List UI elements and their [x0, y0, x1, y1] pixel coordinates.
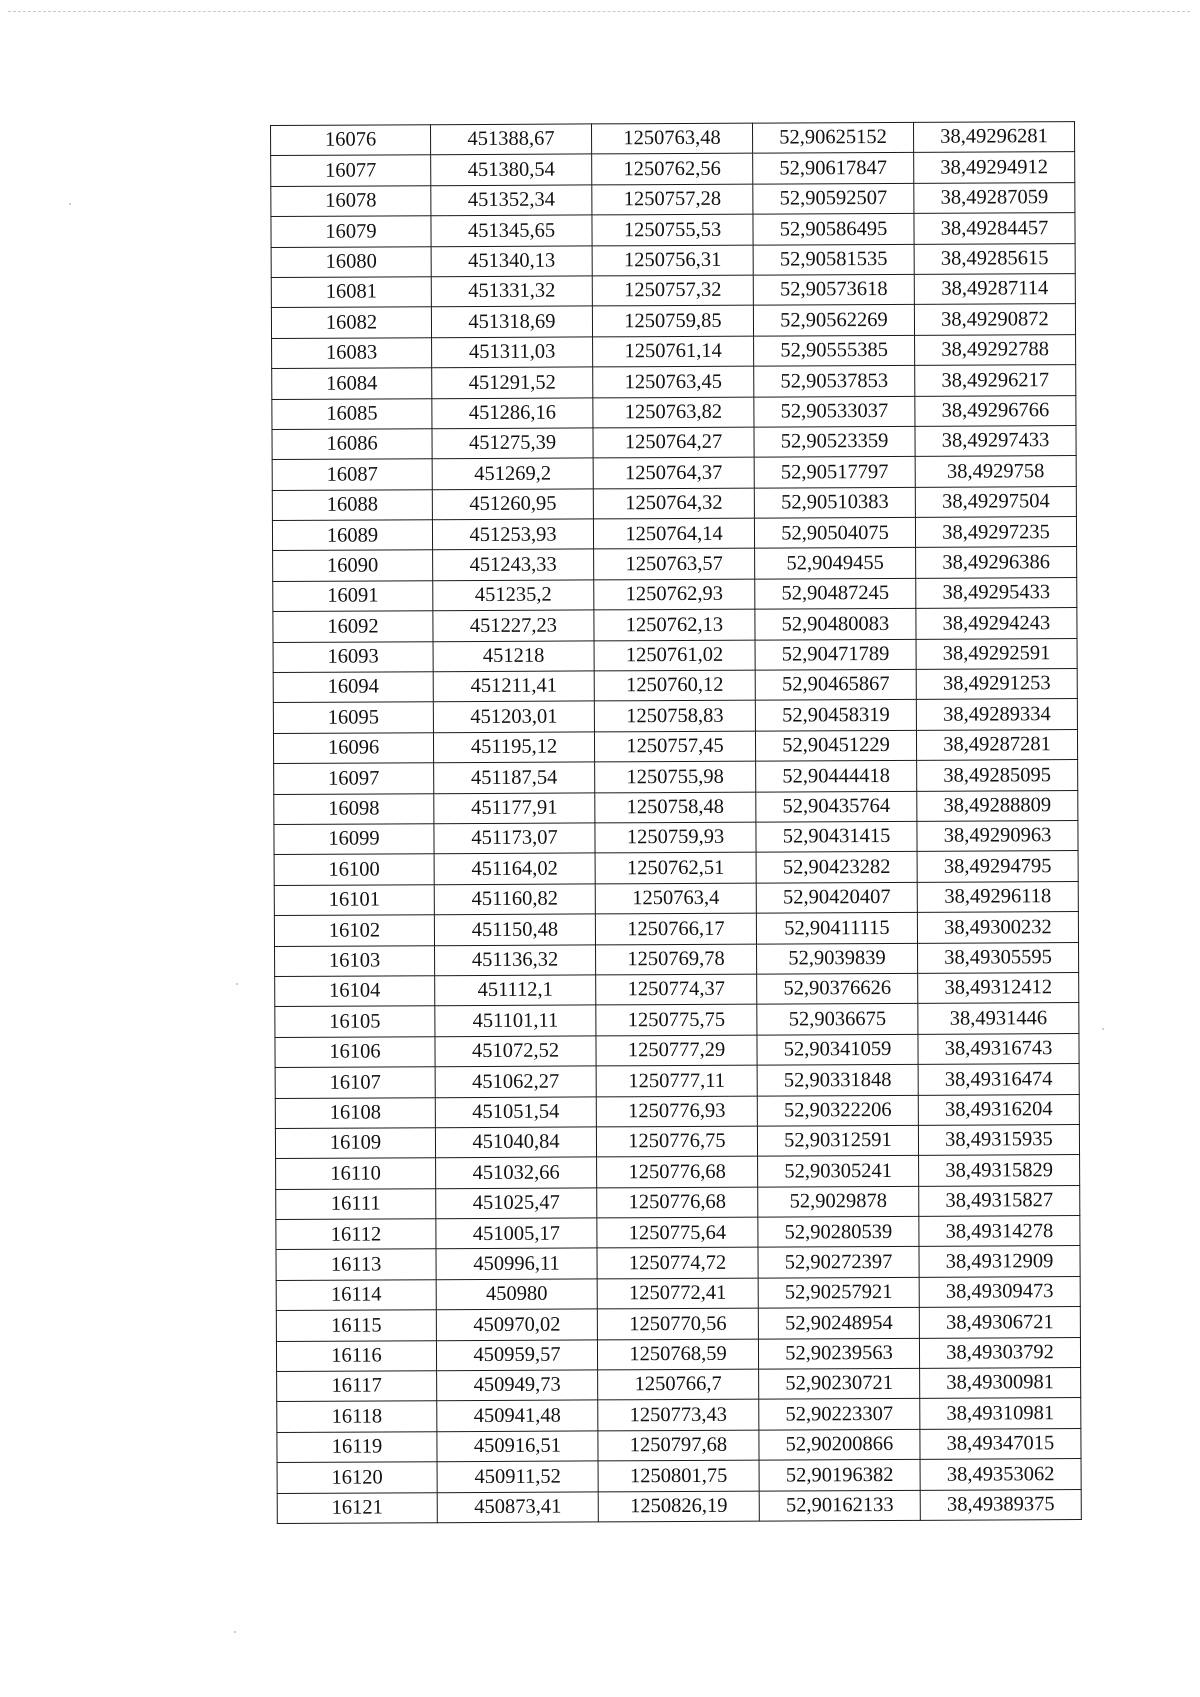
point-number-cell: 16093 — [273, 641, 433, 672]
coordinates-table — [270, 121, 1082, 1524]
scan-speck — [1102, 1028, 1104, 1030]
latitude-cell: 52,90257921 — [758, 1277, 919, 1308]
point-number-cell: 16091 — [273, 581, 433, 612]
table-row — [273, 608, 1077, 642]
longitude-cell: 38,49295433 — [916, 577, 1077, 608]
table-row — [272, 456, 1076, 490]
y-coordinate-cell: 1250762,51 — [595, 853, 756, 884]
table-row — [271, 274, 1075, 308]
x-coordinate-cell: 451243,33 — [433, 549, 594, 580]
x-coordinate-cell: 451260,95 — [432, 489, 593, 520]
point-number-cell: 16102 — [274, 915, 434, 946]
longitude-cell: 38,49288809 — [917, 790, 1078, 821]
longitude-cell: 38,49347015 — [920, 1428, 1081, 1459]
latitude-cell: 52,90471789 — [755, 639, 916, 670]
latitude-cell: 52,90517797 — [754, 457, 915, 488]
longitude-cell: 38,49296217 — [915, 365, 1076, 396]
latitude-cell: 52,90305241 — [758, 1156, 919, 1187]
point-number-cell: 16119 — [277, 1431, 437, 1462]
latitude-cell: 52,90162133 — [759, 1490, 920, 1521]
x-coordinate-cell: 451072,52 — [435, 1036, 596, 1067]
point-number-cell: 16107 — [275, 1067, 435, 1098]
latitude-cell: 52,90411115 — [756, 913, 917, 944]
point-number-cell: 16110 — [276, 1158, 436, 1189]
latitude-cell: 52,90480083 — [755, 609, 916, 640]
point-number-cell: 16083 — [272, 337, 432, 368]
latitude-cell: 52,90458319 — [755, 700, 916, 731]
y-coordinate-cell: 1250757,32 — [592, 275, 753, 306]
table-row — [272, 334, 1076, 368]
table-row — [273, 577, 1077, 611]
longitude-cell: 38,49312412 — [918, 972, 1079, 1003]
x-coordinate-cell: 451187,54 — [434, 762, 595, 793]
y-coordinate-cell: 1250826,19 — [598, 1491, 759, 1522]
x-coordinate-cell: 451318,69 — [431, 306, 592, 337]
y-coordinate-cell: 1250776,68 — [597, 1187, 758, 1218]
longitude-cell: 38,49294243 — [916, 608, 1077, 639]
point-number-cell: 16100 — [274, 854, 434, 885]
table-row — [275, 942, 1079, 976]
longitude-cell: 38,49294912 — [914, 152, 1075, 183]
table-row — [273, 669, 1077, 703]
point-number-cell: 16113 — [276, 1249, 436, 1280]
table-row — [276, 1216, 1080, 1250]
longitude-cell: 38,49284457 — [914, 213, 1075, 244]
longitude-cell: 38,49300981 — [920, 1368, 1081, 1399]
longitude-cell: 38,49296386 — [916, 547, 1077, 578]
longitude-cell: 38,49292591 — [916, 638, 1077, 669]
longitude-cell: 38,49312909 — [919, 1246, 1080, 1277]
y-coordinate-cell: 1250762,13 — [594, 609, 755, 640]
x-coordinate-cell: 451331,32 — [431, 276, 592, 307]
longitude-cell: 38,49294795 — [917, 851, 1078, 882]
y-coordinate-cell: 1250775,64 — [597, 1217, 758, 1248]
longitude-cell: 38,49297504 — [915, 486, 1076, 517]
latitude-cell: 52,90586495 — [753, 214, 914, 245]
longitude-cell: 38,49305595 — [918, 942, 1079, 973]
point-number-cell: 16085 — [272, 398, 432, 429]
x-coordinate-cell: 451218 — [433, 641, 594, 672]
x-coordinate-cell: 451203,01 — [433, 701, 594, 732]
point-number-cell: 16089 — [272, 520, 432, 551]
latitude-cell: 52,90341059 — [757, 1034, 918, 1065]
longitude-cell: 38,49309473 — [919, 1276, 1080, 1307]
y-coordinate-cell: 1250764,14 — [593, 518, 754, 549]
x-coordinate-cell: 451005,17 — [436, 1218, 597, 1249]
table-row — [275, 1064, 1079, 1098]
x-coordinate-cell: 451275,39 — [432, 428, 593, 459]
y-coordinate-cell: 1250776,75 — [596, 1126, 757, 1157]
latitude-cell: 52,90200866 — [759, 1429, 920, 1460]
table-row — [271, 304, 1075, 338]
table-row — [274, 760, 1078, 794]
x-coordinate-cell: 451235,2 — [433, 580, 594, 611]
y-coordinate-cell: 1250774,37 — [596, 974, 757, 1005]
point-number-cell: 16098 — [274, 793, 434, 824]
scan-speck — [234, 1631, 236, 1633]
point-number-cell: 16112 — [276, 1219, 436, 1250]
latitude-cell: 52,90625152 — [752, 122, 913, 153]
y-coordinate-cell: 1250763,45 — [593, 366, 754, 397]
x-coordinate-cell: 451388,67 — [431, 124, 592, 155]
table-row — [271, 243, 1075, 277]
point-number-cell: 16090 — [273, 550, 433, 581]
x-coordinate-cell: 451286,16 — [432, 397, 593, 428]
y-coordinate-cell: 1250797,68 — [598, 1430, 759, 1461]
table-row — [275, 1124, 1079, 1158]
y-coordinate-cell: 1250769,78 — [596, 944, 757, 975]
point-number-cell: 16117 — [277, 1371, 437, 1402]
point-number-cell: 16088 — [272, 489, 432, 520]
point-number-cell: 16115 — [276, 1310, 436, 1341]
table-row — [272, 517, 1076, 551]
x-coordinate-cell: 450911,52 — [437, 1461, 598, 1492]
longitude-cell: 38,49314278 — [919, 1216, 1080, 1247]
x-coordinate-cell: 451227,23 — [433, 610, 594, 641]
x-coordinate-cell: 450996,11 — [436, 1248, 597, 1279]
y-coordinate-cell: 1250763,57 — [594, 549, 755, 580]
latitude-cell: 52,90376626 — [757, 973, 918, 1004]
point-number-cell: 16094 — [273, 672, 433, 703]
x-coordinate-cell: 451195,12 — [433, 732, 594, 763]
table-row — [271, 152, 1075, 186]
latitude-cell: 52,90562269 — [753, 305, 914, 336]
longitude-cell: 38,49315827 — [919, 1185, 1080, 1216]
longitude-cell: 38,49285615 — [914, 243, 1075, 274]
point-number-cell: 16116 — [276, 1340, 436, 1371]
point-number-cell: 16077 — [271, 155, 431, 186]
x-coordinate-cell: 451136,32 — [435, 944, 596, 975]
x-coordinate-cell: 451062,27 — [435, 1066, 596, 1097]
latitude-cell: 52,90230721 — [759, 1368, 920, 1399]
latitude-cell: 52,90533037 — [754, 396, 915, 427]
table-row — [277, 1459, 1081, 1493]
y-coordinate-cell: 1250755,53 — [592, 214, 753, 245]
x-coordinate-cell: 450949,73 — [437, 1370, 598, 1401]
y-coordinate-cell: 1250764,27 — [593, 427, 754, 458]
x-coordinate-cell: 451380,54 — [431, 154, 592, 185]
table-row — [276, 1246, 1080, 1280]
point-number-cell: 16081 — [271, 277, 431, 308]
longitude-cell: 38,49292788 — [915, 334, 1076, 365]
latitude-cell: 52,9049455 — [755, 548, 916, 579]
longitude-cell: 38,49315935 — [918, 1124, 1079, 1155]
longitude-cell: 38,49297235 — [915, 517, 1076, 548]
latitude-cell: 52,90223307 — [759, 1399, 920, 1430]
y-coordinate-cell: 1250755,98 — [595, 761, 756, 792]
latitude-cell: 52,90465867 — [755, 669, 916, 700]
y-coordinate-cell: 1250757,28 — [592, 184, 753, 215]
longitude-cell: 38,49389375 — [920, 1489, 1081, 1520]
latitude-cell: 52,90331848 — [757, 1064, 918, 1095]
longitude-cell: 38,49297433 — [915, 425, 1076, 456]
y-coordinate-cell: 1250772,41 — [597, 1278, 758, 1309]
x-coordinate-cell: 451112,1 — [435, 975, 596, 1006]
longitude-cell: 38,4931446 — [918, 1003, 1079, 1034]
point-number-cell: 16104 — [275, 976, 435, 1007]
table-row — [275, 1033, 1079, 1067]
point-number-cell: 16087 — [272, 459, 432, 490]
longitude-cell: 38,49315829 — [919, 1155, 1080, 1186]
x-coordinate-cell: 451032,66 — [436, 1157, 597, 1188]
point-number-cell: 16086 — [272, 429, 432, 460]
y-coordinate-cell: 1250760,12 — [594, 670, 755, 701]
y-coordinate-cell: 1250777,29 — [596, 1035, 757, 1066]
table-row — [273, 638, 1077, 672]
longitude-cell: 38,49296118 — [917, 881, 1078, 912]
y-coordinate-cell: 1250777,11 — [596, 1065, 757, 1096]
point-number-cell: 16108 — [275, 1097, 435, 1128]
latitude-cell: 52,90196382 — [759, 1460, 920, 1491]
latitude-cell: 52,90523359 — [754, 426, 915, 457]
point-number-cell: 16118 — [277, 1401, 437, 1432]
latitude-cell: 52,90435764 — [756, 791, 917, 822]
y-coordinate-cell: 1250774,72 — [597, 1248, 758, 1279]
latitude-cell: 52,90248954 — [758, 1308, 919, 1339]
longitude-cell: 38,49310981 — [920, 1398, 1081, 1429]
table-row — [272, 395, 1076, 429]
table-row — [276, 1337, 1080, 1371]
y-coordinate-cell: 1250757,45 — [594, 731, 755, 762]
x-coordinate-cell: 451253,93 — [432, 519, 593, 550]
y-coordinate-cell: 1250776,93 — [596, 1096, 757, 1127]
point-number-cell: 16082 — [271, 307, 431, 338]
table-row — [277, 1428, 1081, 1462]
x-coordinate-cell: 450970,02 — [436, 1309, 597, 1340]
latitude-cell: 52,9036675 — [757, 1004, 918, 1035]
latitude-cell: 52,90592507 — [753, 183, 914, 214]
point-number-cell: 16076 — [271, 125, 431, 156]
longitude-cell: 38,49289334 — [916, 699, 1077, 730]
x-coordinate-cell: 450980 — [436, 1279, 597, 1310]
x-coordinate-cell: 451101,11 — [435, 1005, 596, 1036]
point-number-cell: 16105 — [275, 1006, 435, 1037]
latitude-cell: 52,9029878 — [758, 1186, 919, 1217]
y-coordinate-cell: 1250764,37 — [593, 457, 754, 488]
point-number-cell: 16109 — [275, 1128, 435, 1159]
table-row — [271, 182, 1075, 216]
x-coordinate-cell: 450959,57 — [436, 1340, 597, 1371]
x-coordinate-cell: 450941,48 — [437, 1400, 598, 1431]
x-coordinate-cell: 451150,48 — [434, 914, 595, 945]
point-number-cell: 16111 — [276, 1188, 436, 1219]
scan-edge-line — [8, 11, 1190, 12]
x-coordinate-cell: 450873,41 — [437, 1491, 598, 1522]
table-row — [277, 1489, 1081, 1523]
table-row — [272, 425, 1076, 459]
y-coordinate-cell: 1250759,85 — [592, 305, 753, 336]
point-number-cell: 16106 — [275, 1036, 435, 1067]
y-coordinate-cell: 1250758,48 — [595, 792, 756, 823]
y-coordinate-cell: 1250770,56 — [597, 1308, 758, 1339]
y-coordinate-cell: 1250763,4 — [595, 883, 756, 914]
latitude-cell: 52,90423282 — [756, 852, 917, 883]
latitude-cell: 52,90239563 — [758, 1338, 919, 1369]
y-coordinate-cell: 1250762,56 — [592, 154, 753, 185]
scan-speck — [69, 203, 71, 205]
latitude-cell: 52,90420407 — [756, 882, 917, 913]
table-row — [271, 213, 1075, 247]
y-coordinate-cell: 1250758,83 — [594, 701, 755, 732]
longitude-cell: 38,49287281 — [916, 729, 1077, 760]
table-row — [275, 1094, 1079, 1128]
x-coordinate-cell: 451211,41 — [433, 671, 594, 702]
latitude-cell: 52,90487245 — [755, 578, 916, 609]
table-row — [272, 365, 1076, 399]
point-number-cell: 16078 — [271, 185, 431, 216]
table-row — [273, 547, 1077, 581]
point-number-cell: 16099 — [274, 824, 434, 855]
y-coordinate-cell: 1250763,48 — [591, 123, 752, 154]
y-coordinate-cell: 1250763,82 — [593, 397, 754, 428]
x-coordinate-cell: 451340,13 — [431, 245, 592, 276]
y-coordinate-cell: 1250761,14 — [593, 336, 754, 367]
x-coordinate-cell: 451164,02 — [434, 853, 595, 884]
longitude-cell: 38,49287059 — [914, 182, 1075, 213]
table-row — [276, 1307, 1080, 1341]
longitude-cell: 38,4929758 — [915, 456, 1076, 487]
x-coordinate-cell: 451025,47 — [436, 1188, 597, 1219]
latitude-cell: 52,90444418 — [756, 761, 917, 792]
x-coordinate-cell: 451291,52 — [432, 367, 593, 398]
point-number-cell: 16079 — [271, 216, 431, 247]
y-coordinate-cell: 1250761,02 — [594, 640, 755, 671]
y-coordinate-cell: 1250766,17 — [595, 913, 756, 944]
longitude-cell: 38,49306721 — [919, 1307, 1080, 1338]
point-number-cell: 16121 — [277, 1492, 437, 1523]
x-coordinate-cell: 451173,07 — [434, 823, 595, 854]
latitude-cell: 52,90312591 — [757, 1125, 918, 1156]
x-coordinate-cell: 451160,82 — [434, 884, 595, 915]
latitude-cell: 52,90322206 — [757, 1095, 918, 1126]
y-coordinate-cell: 1250764,32 — [593, 488, 754, 519]
latitude-cell: 52,90431415 — [756, 821, 917, 852]
longitude-cell: 38,49285095 — [917, 760, 1078, 791]
point-number-cell: 16096 — [273, 733, 433, 764]
table-row — [273, 699, 1077, 733]
latitude-cell: 52,90581535 — [753, 244, 914, 275]
latitude-cell: 52,90573618 — [753, 274, 914, 305]
longitude-cell: 38,49303792 — [919, 1337, 1080, 1368]
y-coordinate-cell: 1250776,68 — [597, 1156, 758, 1187]
table-row — [277, 1368, 1081, 1402]
latitude-cell: 52,90510383 — [754, 487, 915, 518]
point-number-cell: 16097 — [274, 763, 434, 794]
y-coordinate-cell: 1250762,93 — [594, 579, 755, 610]
table-row — [274, 912, 1078, 946]
table-row — [275, 1003, 1079, 1037]
scan-speck — [236, 983, 238, 985]
latitude-cell: 52,90504075 — [754, 517, 915, 548]
table-row — [274, 821, 1078, 855]
longitude-cell: 38,49296766 — [915, 395, 1076, 426]
x-coordinate-cell: 451051,54 — [435, 1096, 596, 1127]
table-row — [275, 972, 1079, 1006]
y-coordinate-cell: 1250773,43 — [598, 1400, 759, 1431]
table-row — [274, 851, 1078, 885]
latitude-cell: 52,90617847 — [753, 153, 914, 184]
x-coordinate-cell: 451311,03 — [432, 337, 593, 368]
x-coordinate-cell: 450916,51 — [437, 1431, 598, 1462]
y-coordinate-cell: 1250759,93 — [595, 822, 756, 853]
x-coordinate-cell: 451352,34 — [431, 185, 592, 216]
point-number-cell: 16080 — [271, 246, 431, 277]
latitude-cell: 52,90537853 — [754, 365, 915, 396]
latitude-cell: 52,90555385 — [754, 335, 915, 366]
y-coordinate-cell: 1250775,75 — [596, 1004, 757, 1035]
longitude-cell: 38,49290872 — [914, 304, 1075, 335]
x-coordinate-cell: 451177,91 — [434, 793, 595, 824]
point-number-cell: 16103 — [275, 945, 435, 976]
y-coordinate-cell: 1250801,75 — [598, 1460, 759, 1491]
longitude-cell: 38,49296281 — [913, 122, 1074, 153]
latitude-cell: 52,90280539 — [758, 1216, 919, 1247]
latitude-cell: 52,9039839 — [757, 943, 918, 974]
table-row — [272, 486, 1076, 520]
longitude-cell: 38,49287114 — [914, 274, 1075, 305]
point-number-cell: 16092 — [273, 611, 433, 642]
table-row — [276, 1276, 1080, 1310]
table-row — [271, 122, 1075, 156]
table-row — [273, 729, 1077, 763]
point-number-cell: 16095 — [273, 702, 433, 733]
x-coordinate-cell: 451345,65 — [431, 215, 592, 246]
point-number-cell: 16114 — [276, 1280, 436, 1311]
x-coordinate-cell: 451040,84 — [435, 1127, 596, 1158]
y-coordinate-cell: 1250766,7 — [598, 1369, 759, 1400]
table-row — [274, 790, 1078, 824]
longitude-cell: 38,49316743 — [918, 1033, 1079, 1064]
table-row — [276, 1155, 1080, 1189]
coordinates-table-body — [271, 122, 1082, 1524]
table-row — [274, 881, 1078, 915]
longitude-cell: 38,49316204 — [918, 1094, 1079, 1125]
table-row — [277, 1398, 1081, 1432]
longitude-cell: 38,49300232 — [917, 912, 1078, 943]
point-number-cell: 16120 — [277, 1462, 437, 1493]
table-row — [276, 1185, 1080, 1219]
y-coordinate-cell: 1250756,31 — [592, 245, 753, 276]
longitude-cell: 38,49291253 — [916, 669, 1077, 700]
y-coordinate-cell: 1250768,59 — [597, 1339, 758, 1370]
latitude-cell: 52,90451229 — [755, 730, 916, 761]
longitude-cell: 38,49316474 — [918, 1064, 1079, 1095]
latitude-cell: 52,90272397 — [758, 1247, 919, 1278]
point-number-cell: 16101 — [274, 884, 434, 915]
x-coordinate-cell: 451269,2 — [432, 458, 593, 489]
longitude-cell: 38,49290963 — [917, 821, 1078, 852]
point-number-cell: 16084 — [272, 368, 432, 399]
longitude-cell: 38,49353062 — [920, 1459, 1081, 1490]
